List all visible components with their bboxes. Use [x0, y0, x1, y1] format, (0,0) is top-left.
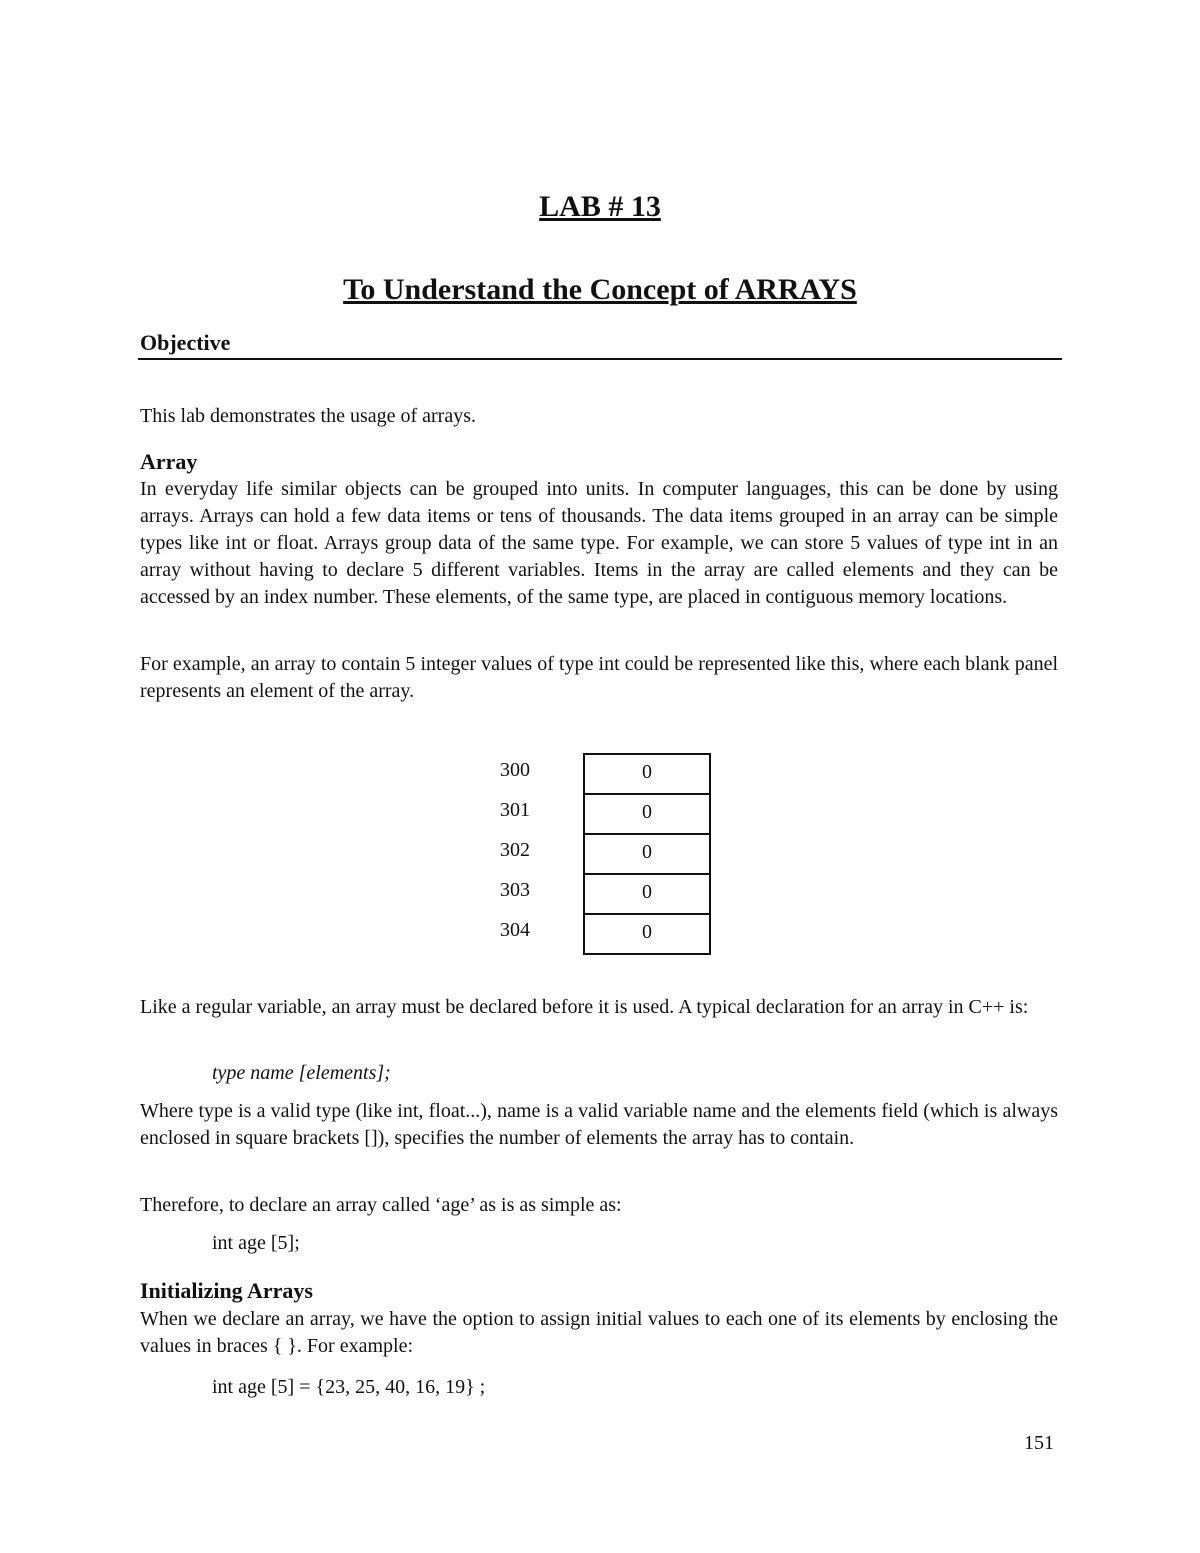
array-paragraph-2: For example, an array to contain 5 integer values of type int could be represented like this, where each blank panel represents an element of the array. [140, 653, 1058, 702]
declaration-syntax: type name [elements]; [212, 1062, 391, 1084]
declaration-example-intro: Therefore, to declare an array called ‘age’ as is as simple as: [140, 1194, 622, 1216]
objective-heading: Objective [140, 330, 231, 355]
memory-cell: 0 [583, 833, 711, 875]
initializing-heading: Initializing Arrays [140, 1278, 313, 1303]
initializing-example-code: int age [5] = {23, 25, 40, 16, 19} ; [212, 1376, 486, 1398]
memory-cell: 0 [583, 873, 711, 915]
memory-address: 304 [500, 919, 530, 941]
memory-address: 303 [500, 879, 530, 901]
lab-number-heading: LAB # 13 [539, 190, 661, 223]
objective-text: This lab demonstrates the usage of arrays. [140, 405, 477, 427]
memory-address: 302 [500, 839, 530, 861]
initializing-text: When we declare an array, we have the option to assign initial values to each one of its elements by enclosing the values in braces { }. For example: [140, 1308, 1058, 1357]
declaration-intro: Like a regular variable, an array must be declared before it is used. A typical declaration for an array in C++ is: [140, 996, 1029, 1018]
memory-cell: 0 [583, 913, 711, 955]
page-number: 151 [1024, 1432, 1054, 1454]
memory-address: 301 [500, 799, 530, 821]
page-title: To Understand the Concept of ARRAYS [343, 273, 857, 306]
objective-divider [138, 358, 1062, 360]
declaration-explanation: Where type is a valid type (like int, float...), name is a valid variable name and the elements field (which is always enclosed in square brackets []), specifies the number of elements the array has to contain. [140, 1100, 1058, 1149]
array-heading: Array [140, 449, 198, 474]
declaration-example-code: int age [5]; [212, 1232, 300, 1254]
memory-cell: 0 [583, 793, 711, 835]
memory-address: 300 [500, 759, 530, 781]
memory-cell: 0 [583, 753, 711, 795]
array-paragraph-1: In everyday life similar objects can be grouped into units. In computer languages, this can be done by using arrays. Arrays can hold a few data items or tens of thousands. The data items grouped in an array can be simple types like int or float. Arrays group data of the same type. For example, we can store 5 values of type int in an array without having to declare 5 different variables. Items in the array are called elements and they can be accessed by an index number. These elements, of the same type, are placed in contiguous memory locations. [140, 478, 1058, 608]
